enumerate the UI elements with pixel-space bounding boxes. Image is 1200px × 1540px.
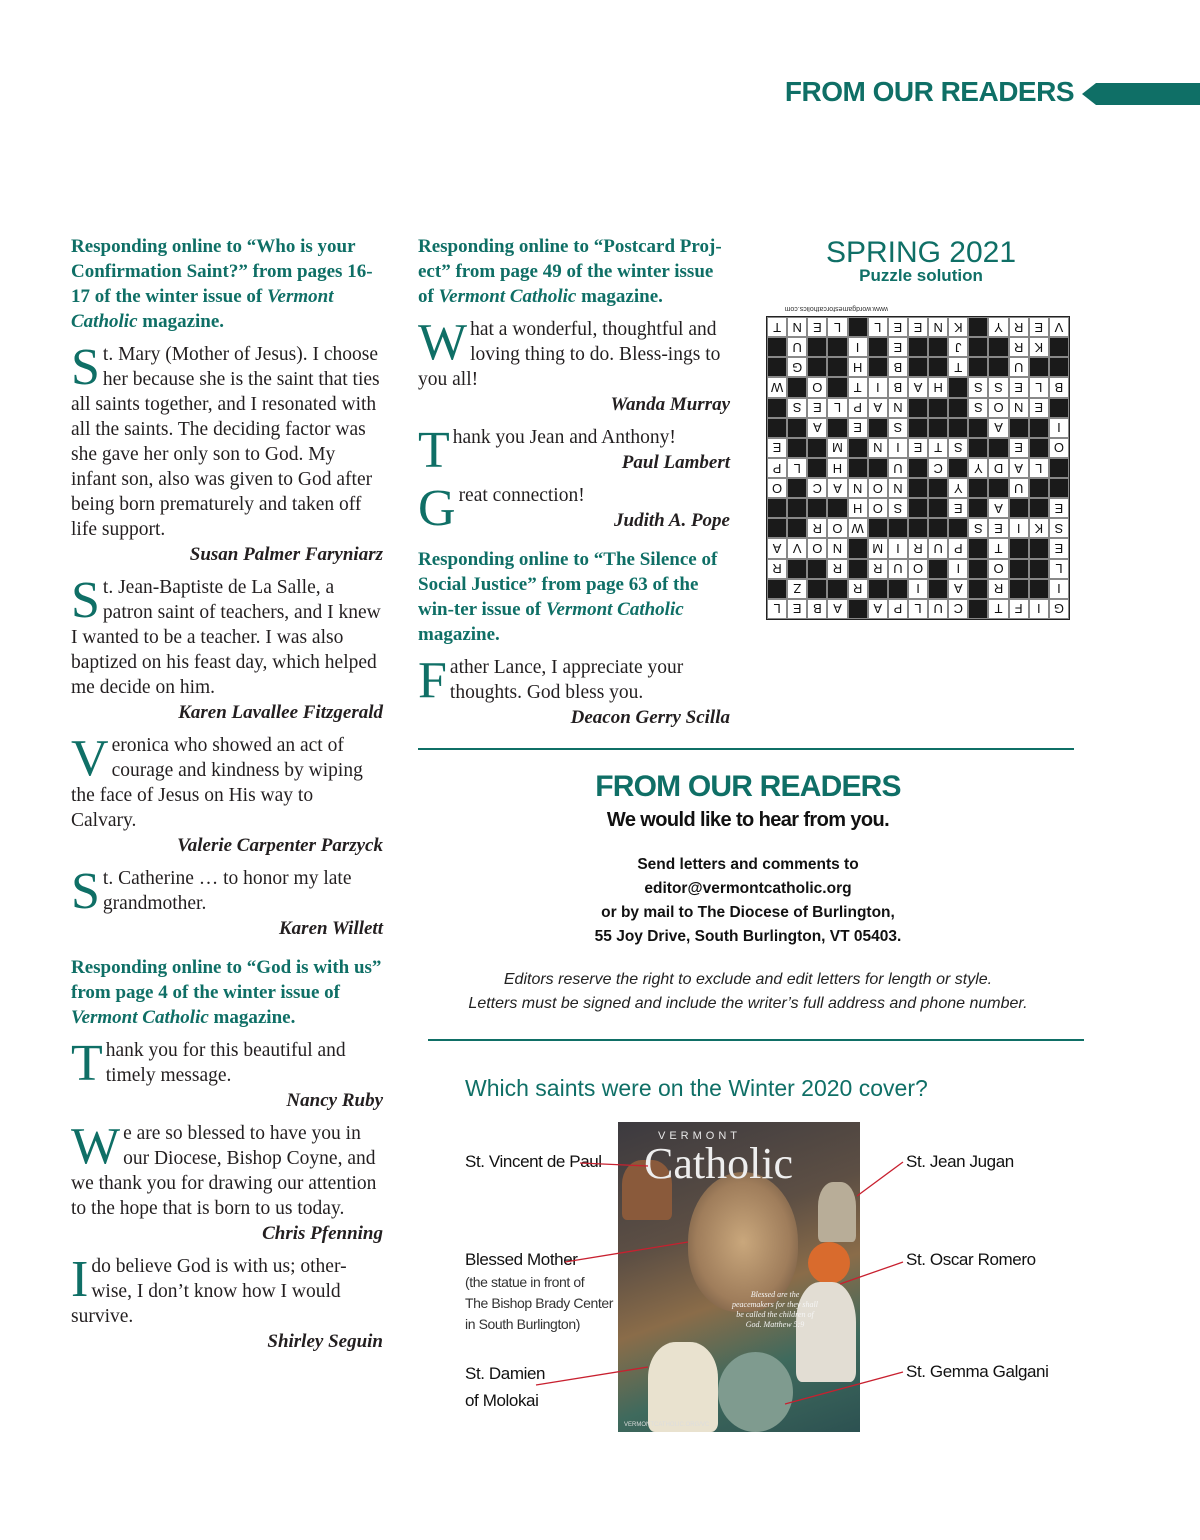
puzzle-cell: S bbox=[968, 518, 988, 538]
puzzle-cell: E bbox=[767, 438, 787, 458]
puzzle-cell: K bbox=[1029, 337, 1049, 357]
puzzle-cell: N bbox=[928, 317, 948, 337]
letter-text: reat connection! bbox=[458, 485, 585, 506]
puzzle-cell: V bbox=[1049, 317, 1069, 337]
letter-signature: Shirley Seguin bbox=[267, 1331, 383, 1352]
puzzle-cell: U bbox=[888, 559, 908, 579]
puzzle-cell: M bbox=[868, 538, 888, 558]
puzzle-cell: Z bbox=[787, 579, 807, 599]
puzzle-cell: L bbox=[827, 317, 847, 337]
puzzle-cell: U bbox=[787, 337, 807, 357]
puzzle-cell: R bbox=[767, 559, 787, 579]
puzzle-cell: O bbox=[827, 518, 847, 538]
contact-line: Send letters and comments to bbox=[637, 856, 859, 873]
label-blessed-mother: Blessed Mother bbox=[465, 1250, 578, 1269]
puzzle-cell: E bbox=[1009, 438, 1029, 458]
label-jean-jugan: St. Jean Jugan bbox=[906, 1152, 1014, 1171]
puzzle-cell: N bbox=[848, 478, 868, 498]
letter-signature: Paul Lambert bbox=[621, 452, 730, 473]
note-line: in South Burlington) bbox=[465, 1316, 580, 1332]
puzzle-cell: N bbox=[888, 478, 908, 498]
puzzle-cell: E bbox=[1029, 398, 1049, 418]
drop-cap: T bbox=[418, 422, 450, 479]
letter-text: ather Lance, I appreciate your thoughts. God bless you. bbox=[449, 657, 684, 703]
drop-cap: W bbox=[418, 314, 468, 371]
leader-line bbox=[840, 1262, 903, 1284]
puzzle-cell: R bbox=[827, 559, 847, 579]
puzzle-cell: H bbox=[848, 357, 868, 377]
puzzle-cell: E bbox=[1009, 377, 1029, 397]
puzzle-cell: R bbox=[1009, 337, 1029, 357]
puzzle-cell: U bbox=[928, 599, 948, 619]
puzzle-cell: G bbox=[1049, 599, 1069, 619]
puzzle-cell: E bbox=[807, 317, 827, 337]
drop-cap: S bbox=[71, 339, 100, 396]
label-vincent-de-paul: St. Vincent de Paul bbox=[465, 1152, 602, 1171]
puzzle-cell: T bbox=[928, 438, 948, 458]
puzzle-cell: O bbox=[988, 398, 1008, 418]
puzzle-cell: L bbox=[1029, 458, 1049, 478]
puzzle-cell: P bbox=[888, 599, 908, 619]
puzzle-cell: H bbox=[827, 458, 847, 478]
puzzle-cell: T bbox=[948, 357, 968, 377]
puzzle-cell: P bbox=[948, 538, 968, 558]
puzzle-cell: O bbox=[1049, 438, 1069, 458]
letter-signature: Deacon Gerry Scilla bbox=[570, 707, 730, 728]
letter-signature: Judith A. Pope bbox=[614, 510, 730, 531]
drop-cap: S bbox=[71, 863, 100, 920]
puzzle-cell: S bbox=[888, 418, 908, 438]
puzzle-cell: K bbox=[1029, 518, 1049, 538]
label-gemma-galgani: St. Gemma Galgani bbox=[906, 1362, 1049, 1381]
leader-line bbox=[857, 1162, 903, 1196]
letter-text: do believe God is with us; other-wise, I don’t know how I would survive. bbox=[71, 1256, 347, 1327]
puzzle-subtitle: Puzzle solution bbox=[859, 266, 983, 285]
puzzle-cell: M bbox=[827, 438, 847, 458]
puzzle-cell: B bbox=[1049, 377, 1069, 397]
puzzle-cell: U bbox=[928, 538, 948, 558]
puzzle-cell: A bbox=[827, 478, 847, 498]
letter-signature: Karen Willett bbox=[279, 918, 383, 939]
puzzle-cell: T bbox=[988, 599, 1008, 619]
puzzle-cell: A bbox=[807, 418, 827, 438]
puzzle-cell: N bbox=[827, 538, 847, 558]
letter-signature: Chris Pfenning bbox=[262, 1223, 383, 1244]
puzzle-cell: S bbox=[787, 398, 807, 418]
puzzle-cell: N bbox=[888, 398, 908, 418]
puzzle-cell: L bbox=[1029, 377, 1049, 397]
puzzle-cell: L bbox=[827, 398, 847, 418]
editors-line: Letters must be signed and include the writer’s full address and phone number. bbox=[468, 995, 1028, 1012]
letter-text: hank you Jean and Anthony! bbox=[452, 427, 676, 448]
puzzle-cell: O bbox=[807, 538, 827, 558]
intro-confirmation-saint: Responding online to “Who is your Confirmation Saint?” from pages 16-17 of the winter issue of Vermont Catholic magazine. bbox=[71, 236, 373, 332]
letter-signature: Susan Palmer Faryniarz bbox=[189, 544, 383, 565]
puzzle-cell: L bbox=[767, 599, 787, 619]
note-line: (the statue in front of bbox=[465, 1274, 585, 1290]
letter-text: t. Mary (Mother of Jesus). I choose her because she is the saint that ties all saints together, and I resonated with all the saints. The deciding factor was she gave her only son to God. My infant son, also was given to God after being born prematurely and taken off life support. bbox=[71, 344, 380, 540]
puzzle-title: SPRING 2021 bbox=[825, 236, 1017, 269]
puzzle-cell: R bbox=[1009, 317, 1029, 337]
puzzle-cell: E bbox=[908, 438, 928, 458]
letter-signature: Nancy Ruby bbox=[286, 1090, 383, 1111]
puzzle-cell: U bbox=[888, 458, 908, 478]
letter-text: t. Jean-Baptiste de La Salle, a patron saint of teachers, and I knew I wanted to be a teacher. I was also baptized on his feast day, which helped me decide on him. bbox=[71, 577, 381, 698]
puzzle-cell: K bbox=[948, 317, 968, 337]
puzzle-cell: E bbox=[988, 518, 1008, 538]
puzzle-cell: J bbox=[948, 337, 968, 357]
puzzle-cell: A bbox=[868, 599, 888, 619]
letter-signature: Wanda Murray bbox=[610, 394, 730, 415]
saints-question: Which saints were on the Winter 2020 cover? bbox=[465, 1075, 928, 1101]
drop-cap: W bbox=[71, 1118, 121, 1175]
puzzle-cell: I bbox=[908, 579, 928, 599]
puzzle-cell: R bbox=[848, 579, 868, 599]
puzzle-cell: S bbox=[1049, 518, 1069, 538]
puzzle-cell: D bbox=[988, 458, 1008, 478]
drop-cap: I bbox=[71, 1251, 89, 1308]
drop-cap: T bbox=[71, 1035, 103, 1092]
puzzle-cell: H bbox=[928, 377, 948, 397]
puzzle-cell: I bbox=[948, 559, 968, 579]
puzzle-cell: I bbox=[888, 538, 908, 558]
puzzle-cell: E bbox=[1029, 317, 1049, 337]
puzzle-cell: I bbox=[848, 337, 868, 357]
puzzle-cell: O bbox=[868, 478, 888, 498]
puzzle-cell: I bbox=[1049, 418, 1069, 438]
puzzle-cell: E bbox=[908, 317, 928, 337]
puzzle-url: www.wordgamesforcatholics.com bbox=[784, 305, 888, 312]
editors-line: Editors reserve the right to exclude and edit letters for length or style. bbox=[503, 971, 993, 988]
contact-email[interactable]: editor@vermontcatholic.org bbox=[644, 880, 852, 897]
contact-address: 55 Joy Drive, South Burlington, VT 05403. bbox=[594, 928, 902, 945]
puzzle-cell: O bbox=[807, 377, 827, 397]
puzzle-cell: E bbox=[888, 317, 908, 337]
puzzle-cell: W bbox=[848, 518, 868, 538]
puzzle-cell: A bbox=[767, 538, 787, 558]
puzzle-cell: C bbox=[807, 478, 827, 498]
puzzle-cell: E bbox=[848, 418, 868, 438]
letter-text: e are so blessed to have you in our Diocese, Bishop Coyne, and we thank you for drawing our attention to the hope that is born to us today. bbox=[71, 1123, 377, 1219]
puzzle-cell: U bbox=[1009, 478, 1029, 498]
drop-cap: S bbox=[71, 572, 100, 629]
puzzle-cell: L bbox=[1049, 559, 1069, 579]
puzzle-cell: F bbox=[1009, 599, 1029, 619]
puzzle-cell: E bbox=[1049, 498, 1069, 518]
puzzle-cell: L bbox=[868, 317, 888, 337]
puzzle-cell: P bbox=[848, 398, 868, 418]
leader-line bbox=[536, 1367, 648, 1385]
contact-line: or by mail to The Diocese of Burlington, bbox=[601, 904, 895, 921]
puzzle-cell: S bbox=[888, 498, 908, 518]
puzzle-cell: S bbox=[968, 398, 988, 418]
puzzle-cell: O bbox=[988, 559, 1008, 579]
letter-signature: Karen Lavallee Fitzgerald bbox=[178, 702, 383, 723]
puzzle-cell: A bbox=[988, 498, 1008, 518]
puzzle-cell: R bbox=[807, 518, 827, 538]
puzzle-cell: S bbox=[948, 438, 968, 458]
puzzle-cell: P bbox=[767, 458, 787, 478]
puzzle-cell: B bbox=[888, 377, 908, 397]
puzzle-cell: C bbox=[928, 458, 948, 478]
puzzle-cell: S bbox=[968, 377, 988, 397]
intro-silence-social-justice: Responding online to “The Silence of Social Justice” from page 63 of the win-ter issue of Vermont Catholic magazine. bbox=[418, 549, 718, 645]
label-oscar-romero: St. Oscar Romero bbox=[906, 1250, 1036, 1269]
puzzle-cell: O bbox=[868, 498, 888, 518]
label-line: St. Damien bbox=[465, 1364, 546, 1383]
puzzle-cell: Y bbox=[968, 458, 988, 478]
puzzle-cell: S bbox=[988, 377, 1008, 397]
letter-signature: Valerie Carpenter Parzyck bbox=[177, 835, 383, 856]
puzzle-cell: H bbox=[848, 498, 868, 518]
intro-god-is-with-us: Responding online to “God is with us” from page 4 of the winter issue of Vermont Catholic magazine. bbox=[71, 957, 382, 1028]
puzzle-cell: Y bbox=[988, 317, 1008, 337]
puzzle-cell: A bbox=[827, 599, 847, 619]
leader-line bbox=[785, 1372, 903, 1404]
puzzle-cell: W bbox=[767, 377, 787, 397]
drop-cap: V bbox=[71, 730, 109, 787]
puzzle-cell: I bbox=[1049, 579, 1069, 599]
puzzle-cell: Y bbox=[948, 478, 968, 498]
letter-text: hank you for this beautiful and timely message. bbox=[105, 1040, 346, 1086]
section-title: FROM OUR READERS bbox=[784, 76, 1074, 107]
puzzle-cell: T bbox=[767, 317, 787, 337]
intro-postcard-project: Responding online to “Postcard Proj-ect” from page 49 of the winter issue of Vermont Catholic magazine. bbox=[418, 236, 722, 307]
puzzle-cell: L bbox=[787, 458, 807, 478]
puzzle-cell: B bbox=[888, 357, 908, 377]
puzzle-cell: U bbox=[1009, 357, 1029, 377]
puzzle-cell: A bbox=[908, 377, 928, 397]
leader-line bbox=[580, 1163, 648, 1166]
puzzle-cell: N bbox=[787, 317, 807, 337]
puzzle-cell: E bbox=[807, 398, 827, 418]
puzzle-cell: R bbox=[908, 538, 928, 558]
puzzle-cell: I bbox=[1029, 599, 1049, 619]
puzzle-cell: O bbox=[908, 559, 928, 579]
drop-cap: G bbox=[418, 480, 456, 537]
puzzle-cell: G bbox=[787, 357, 807, 377]
puzzle-cell: N bbox=[868, 438, 888, 458]
puzzle-cell: A bbox=[868, 398, 888, 418]
puzzle-cell: O bbox=[767, 478, 787, 498]
puzzle-cell: I bbox=[1009, 518, 1029, 538]
puzzle-cell: N bbox=[1009, 398, 1029, 418]
puzzle-cell: E bbox=[1049, 538, 1069, 558]
note-line: The Bishop Brady Center bbox=[465, 1295, 613, 1311]
puzzle-cell: R bbox=[988, 579, 1008, 599]
puzzle-cell: V bbox=[787, 538, 807, 558]
puzzle-cell: I bbox=[868, 377, 888, 397]
puzzle-cell: E bbox=[948, 498, 968, 518]
letter-text: hat a wonderful, thoughtful and loving thing to do. Bless-ings to you all! bbox=[418, 319, 721, 390]
puzzle-cell: L bbox=[908, 599, 928, 619]
puzzle-cell: E bbox=[787, 599, 807, 619]
letter-text: t. Catherine … to honor my late grandmother. bbox=[102, 868, 352, 914]
puzzle-cell: R bbox=[868, 559, 888, 579]
cover-quote: Blessed are the peacemakers for they shall be called the children of God. Matthew 5:9 bbox=[732, 1290, 818, 1329]
puzzle-cell: I bbox=[888, 438, 908, 458]
drop-cap: F bbox=[418, 652, 447, 709]
puzzle-cell: A bbox=[988, 418, 1008, 438]
leader-line bbox=[565, 1242, 688, 1262]
puzzle-cell: T bbox=[988, 538, 1008, 558]
readers-subtitle: We would like to hear from you. bbox=[606, 809, 890, 831]
letter-text: eronica who showed an act of courage and kindness by wiping the face of Jesus on His way to Calvary. bbox=[71, 735, 363, 831]
cover-brand: VERMONT bbox=[658, 1130, 741, 1142]
readers-title: FROM OUR READERS bbox=[595, 770, 901, 803]
puzzle-cell: T bbox=[848, 377, 868, 397]
puzzle-cell: C bbox=[948, 599, 968, 619]
label-line: of Molokai bbox=[465, 1391, 539, 1410]
puzzle-cell: A bbox=[1009, 458, 1029, 478]
cover-masthead: Catholic bbox=[644, 1139, 794, 1188]
puzzle-cell: E bbox=[888, 337, 908, 357]
puzzle-cell: B bbox=[807, 599, 827, 619]
cover-url: VERMONTCATHOLIC.ORG/VC bbox=[624, 1422, 710, 1428]
puzzle-cell: A bbox=[948, 579, 968, 599]
